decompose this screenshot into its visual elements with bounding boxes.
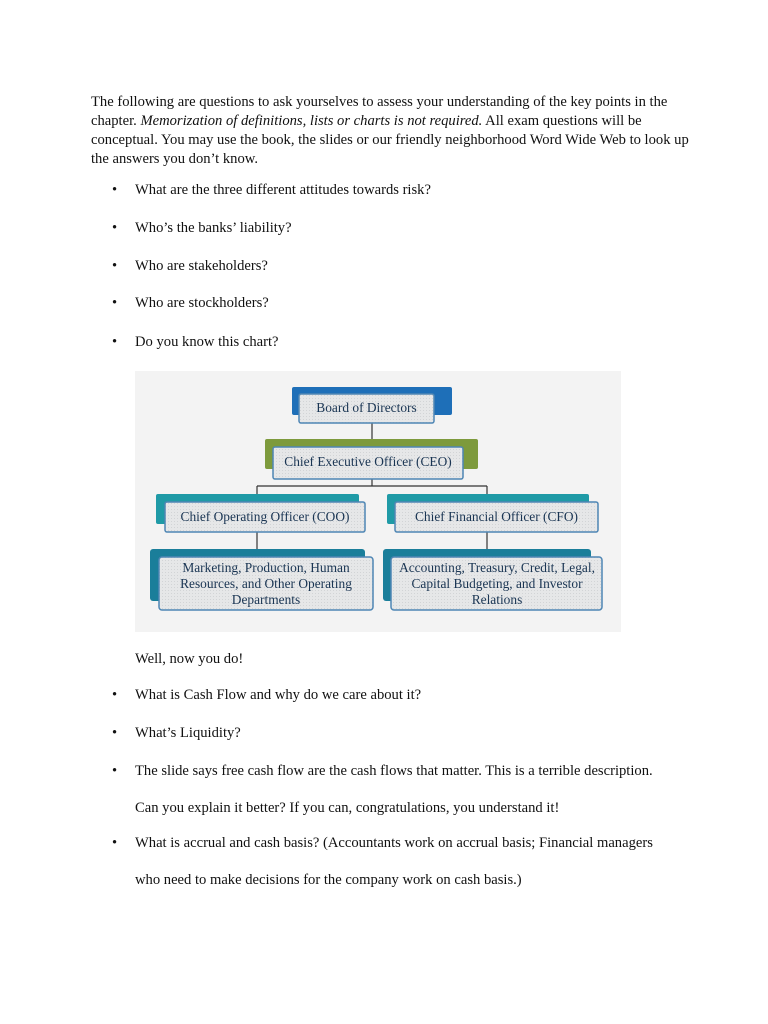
intro-text-1: The following are questions to ask yourselves to assess your understanding of the key points in the chapter. — [91, 94, 668, 129]
cfo-departments-label: Accounting, Treasury, Credit, Legal, Capital Budgeting, and Investor Relations — [399, 560, 595, 607]
question-item — [112, 285, 695, 322]
question-text: What’s Liquidity? — [135, 725, 241, 741]
intro-text-2: All exam questions will be conceptual. You may use the book, the slides or our friendly neighborhood Word Wide Web to look up the answers you don’t know. — [91, 113, 689, 167]
question-text: What are the three different attitudes towards risk? — [135, 182, 431, 198]
question-item — [112, 210, 695, 247]
question-text: Who’s the banks’ liability? — [135, 220, 292, 236]
bullet-icon: • — [112, 334, 118, 350]
bullet-icon: • — [112, 258, 118, 274]
question-item — [112, 172, 695, 209]
bullet-icon: • — [112, 182, 118, 198]
org-chart — [135, 371, 621, 632]
question-text: What is Cash Flow and why do we care about it? — [135, 687, 422, 703]
question-text-line-2: Can you explain it better? If you can, congratulations, you understand it! — [135, 800, 560, 816]
coo-label: Chief Operating Officer (COO) — [180, 509, 350, 524]
question-text: Who are stockholders? — [135, 295, 269, 311]
question-text: Who are stakeholders? — [135, 258, 268, 274]
bullet-icon: • — [112, 220, 118, 236]
ceo-label: Chief Executive Officer (CEO) — [284, 454, 452, 469]
bullet-icon: • — [112, 835, 118, 851]
question-item — [112, 825, 695, 899]
cfo-label: Chief Financial Officer (CFO) — [414, 509, 578, 524]
after-chart-text: Well, now you do! — [135, 651, 244, 667]
question-text-line-1: What is accrual and cash basis? (Accountants work on accrual basis; Financial managers — [135, 835, 653, 851]
bullet-icon: • — [112, 295, 118, 311]
question-item — [112, 753, 695, 827]
intro-italic-note: Memorization of definitions, lists or charts is not required. — [140, 113, 483, 129]
question-item — [112, 677, 695, 714]
board-label: Board of Directors — [316, 400, 417, 415]
question-text-line-2: who need to make decisions for the company work on cash basis.) — [135, 872, 522, 888]
question-item — [112, 715, 695, 752]
question-text: Do you know this chart? — [135, 334, 279, 350]
question-text-line-1: The slide says free cash flow are the cash flows that matter. This is a terrible description. — [135, 763, 653, 779]
bullet-icon: • — [112, 763, 118, 779]
question-item — [112, 324, 695, 361]
intro-paragraph — [91, 93, 691, 169]
bullet-icon: • — [112, 687, 118, 703]
coo-departments-label: Marketing, Production, Human Resources, and Other Operating Departments — [180, 560, 352, 607]
question-item — [112, 248, 695, 285]
bullet-icon: • — [112, 725, 118, 741]
